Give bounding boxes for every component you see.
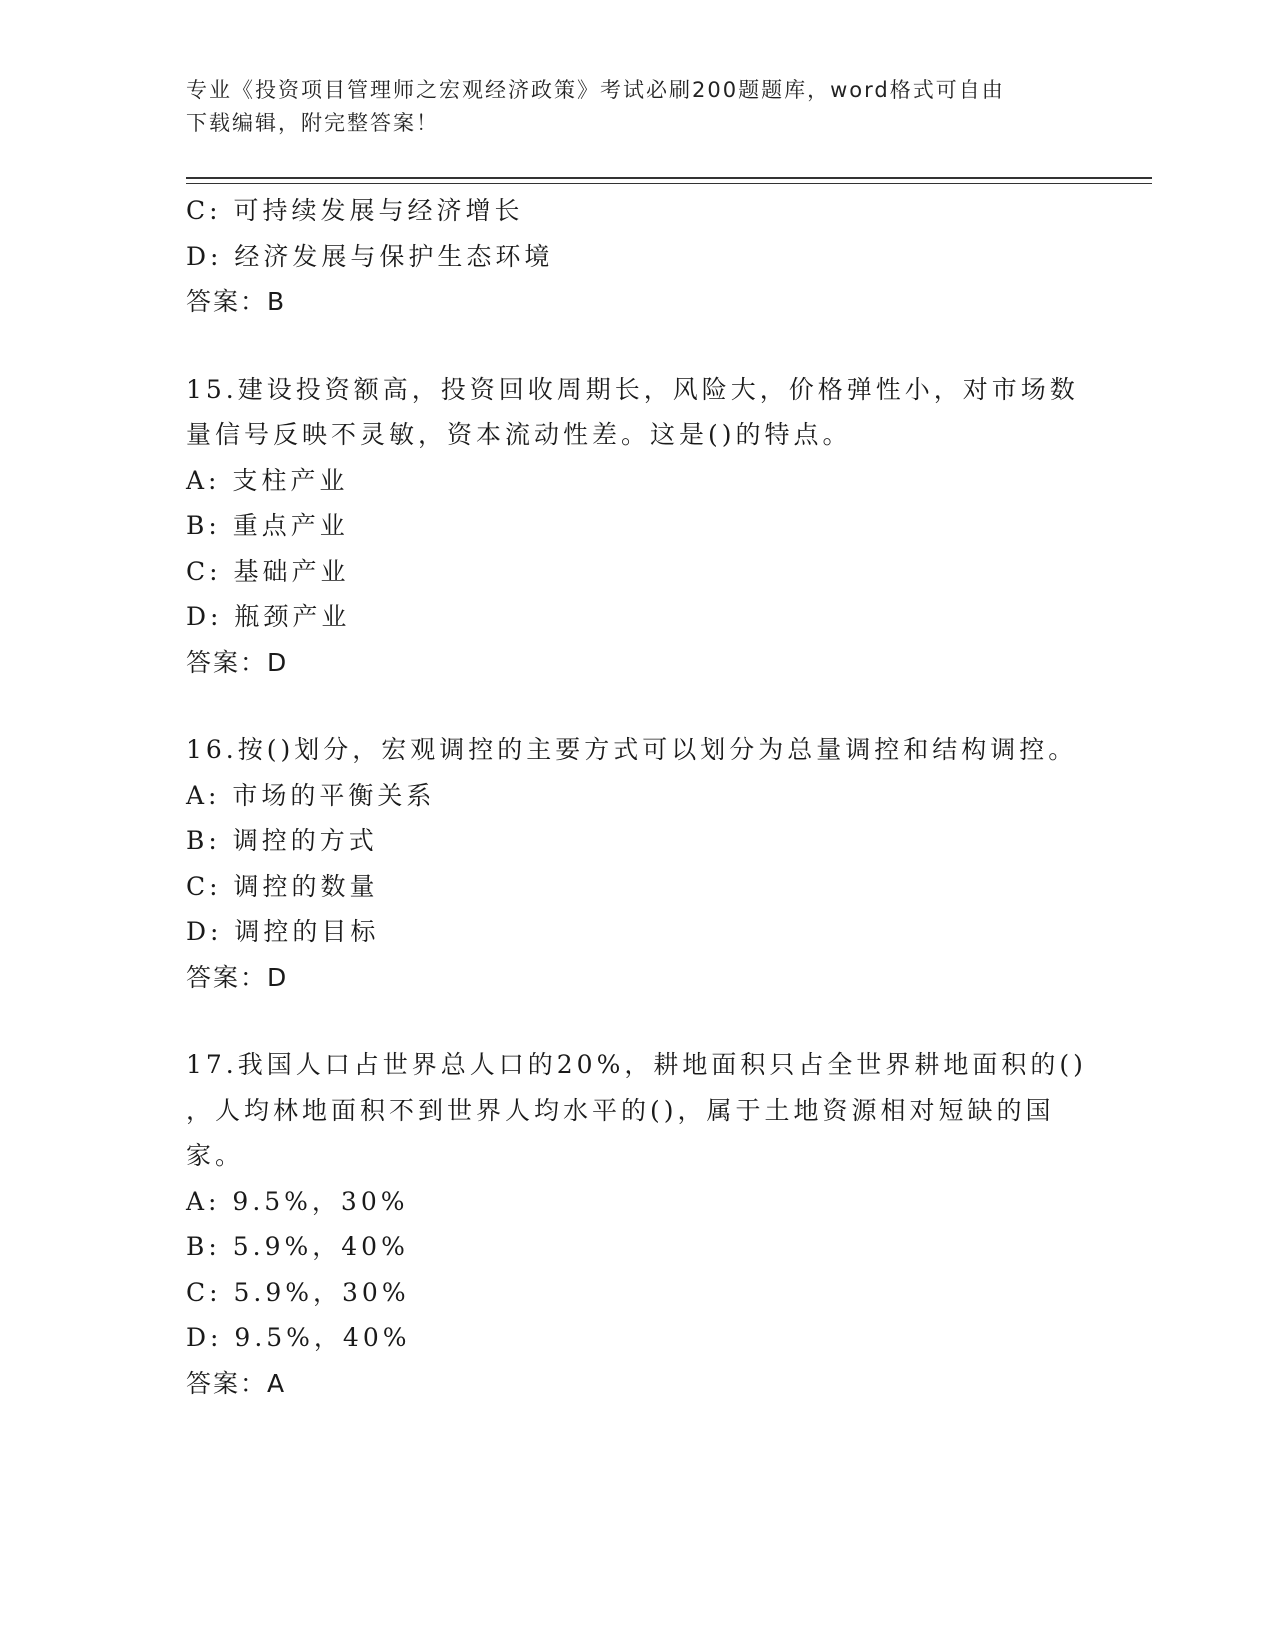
spacer (186, 1000, 1086, 1042)
option-c: C: 可持续发展与经济增长 (186, 196, 524, 225)
option-d: D: 调控的目标 (186, 917, 380, 946)
option-a: A: 9.5%，30% (186, 1186, 409, 1216)
option-a: A: 市场的平衡关系 (186, 780, 436, 810)
header-divider-thick (186, 177, 1152, 179)
question-16 (186, 727, 1086, 1000)
answer-line: 答案：D (186, 962, 289, 992)
answer-line: 答案：B (186, 287, 287, 316)
question-stem: 17.我国人口占世界总人口的20%，耕地面积只占全世界耕地面积的() (186, 1050, 1087, 1079)
spacer (186, 685, 1086, 727)
spacer (186, 325, 1086, 367)
document-header (186, 74, 1066, 140)
option-b: B: 重点产业 (186, 511, 349, 540)
answer-line: 答案：D (186, 647, 289, 677)
answer-line: 答案：A (186, 1368, 287, 1398)
option-c: C: 调控的数量 (186, 871, 379, 901)
header-title-line-2: 下载编辑，附完整答案！ (186, 111, 439, 135)
option-d: D: 经济发展与保护生态环境 (186, 241, 554, 271)
option-b: B: 5.9%，40% (186, 1232, 409, 1261)
option-d: D: 瓶颈产业 (186, 602, 351, 631)
option-c: C: 基础产业 (186, 556, 350, 586)
question-list (186, 188, 1086, 1406)
question-stem: 15.建设投资额高，投资回收周期长，风险大，价格弹性小，对市场数 (186, 374, 1079, 404)
question-stem: 量信号反映不灵敏，资本流动性差。这是()的特点。 (186, 420, 852, 449)
option-d: D: 9.5%，40% (186, 1323, 411, 1352)
question-14 (186, 188, 1086, 325)
question-15 (186, 367, 1086, 686)
question-stem: 16.按()划分，宏观调控的主要方式可以划分为总量调控和结构调控。 (186, 735, 1078, 764)
header-title-line-1: 专业《投资项目管理师之宏观经济政策》考试必刷200题题库，word格式可自由 (186, 78, 1005, 102)
option-c: C: 5.9%，30% (186, 1277, 410, 1307)
question-stem: ，人均林地面积不到世界人均水平的()，属于土地资源相对短缺的国 (186, 1095, 1055, 1125)
question-stem: 家。 (186, 1141, 245, 1170)
question-17 (186, 1042, 1086, 1406)
option-b: B: 调控的方式 (186, 826, 378, 855)
option-a: A: 支柱产业 (186, 465, 349, 495)
header-divider-thin (186, 183, 1152, 184)
